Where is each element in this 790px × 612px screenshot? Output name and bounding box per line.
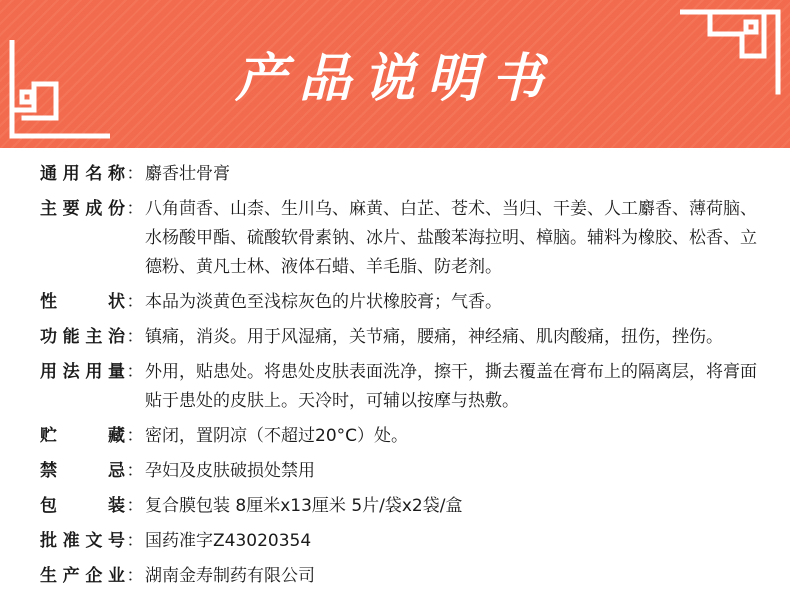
spec-label: 通 用 名 称 [40, 164, 125, 184]
spec-row [40, 527, 780, 556]
spec-row [40, 323, 780, 352]
spec-colon: ： [126, 496, 144, 516]
spec-colon: ： [126, 327, 144, 347]
spec-value: 湖南金寿制药有限公司 [145, 566, 315, 586]
spec-value: 八角茴香、山柰、生川乌、麻黄、白芷、苍术、当归、干姜、人工麝香、薄荷脑、水杨酸甲酯、硫酸软骨素钠、冰片、盐酸苯海拉明、樟脑。辅料为橡胶、松香、立德粉、黄凡士林、液体石蜡、羊毛脂、防老剂。 [145, 199, 757, 277]
spec-label: 批 准 文 号 [40, 531, 125, 551]
spec-row [40, 492, 780, 521]
spec-label: 贮 藏 [40, 426, 125, 446]
spec-row [40, 457, 780, 486]
page-title: 产品说明书 [234, 48, 555, 109]
spec-value: 外用，贴患处。将患处皮肤表面洗净，擦干，撕去覆盖在膏布上的隔离层，将膏面贴于患处的皮肤上。天冷时，可辅以按摩与热敷。 [145, 362, 757, 411]
spec-row [40, 358, 780, 416]
spec-label: 包 装 [40, 496, 125, 516]
spec-label: 用 法 用 量 [40, 362, 125, 382]
spec-colon: ： [126, 164, 144, 184]
spec-label: 主 要 成 份 [40, 199, 125, 219]
spec-row [40, 195, 780, 282]
spec-colon: ： [126, 566, 144, 586]
spec-value: 本品为淡黄色至浅棕灰色的片状橡胶膏；气香。 [145, 292, 502, 312]
spec-row [40, 562, 780, 591]
spec-colon: ： [126, 461, 144, 481]
spec-colon: ： [126, 199, 144, 219]
spec-value: 镇痛，消炎。用于风湿痛，关节痛，腰痛，神经痛、肌肉酸痛，扭伤，挫伤。 [145, 327, 723, 347]
spec-value: 孕妇及皮肤破损处禁用 [145, 461, 315, 481]
spec-label: 性 状 [40, 292, 125, 312]
spec-value: 复合膜包装 8厘米x13厘米 5片/袋x2袋/盒 [145, 496, 463, 516]
spec-value: 麝香壮骨膏 [145, 164, 230, 184]
spec-row [40, 422, 780, 451]
spec-label: 生 产 企 业 [40, 566, 125, 586]
spec-value: 密闭，置阴凉（不超过20°C）处。 [145, 426, 409, 446]
spec-row [40, 288, 780, 317]
spec-label: 禁 忌 [40, 461, 125, 481]
spec-row [40, 160, 780, 189]
spec-label: 功 能 主 治 [40, 327, 125, 347]
spec-colon: ： [126, 531, 144, 551]
spec-colon: ： [126, 362, 144, 382]
header-banner [0, 0, 790, 148]
spec-value: 国药准字Z43020354 [145, 531, 312, 551]
spec-colon: ： [126, 292, 144, 312]
spec-colon: ： [126, 426, 144, 446]
spec-list [40, 160, 780, 597]
